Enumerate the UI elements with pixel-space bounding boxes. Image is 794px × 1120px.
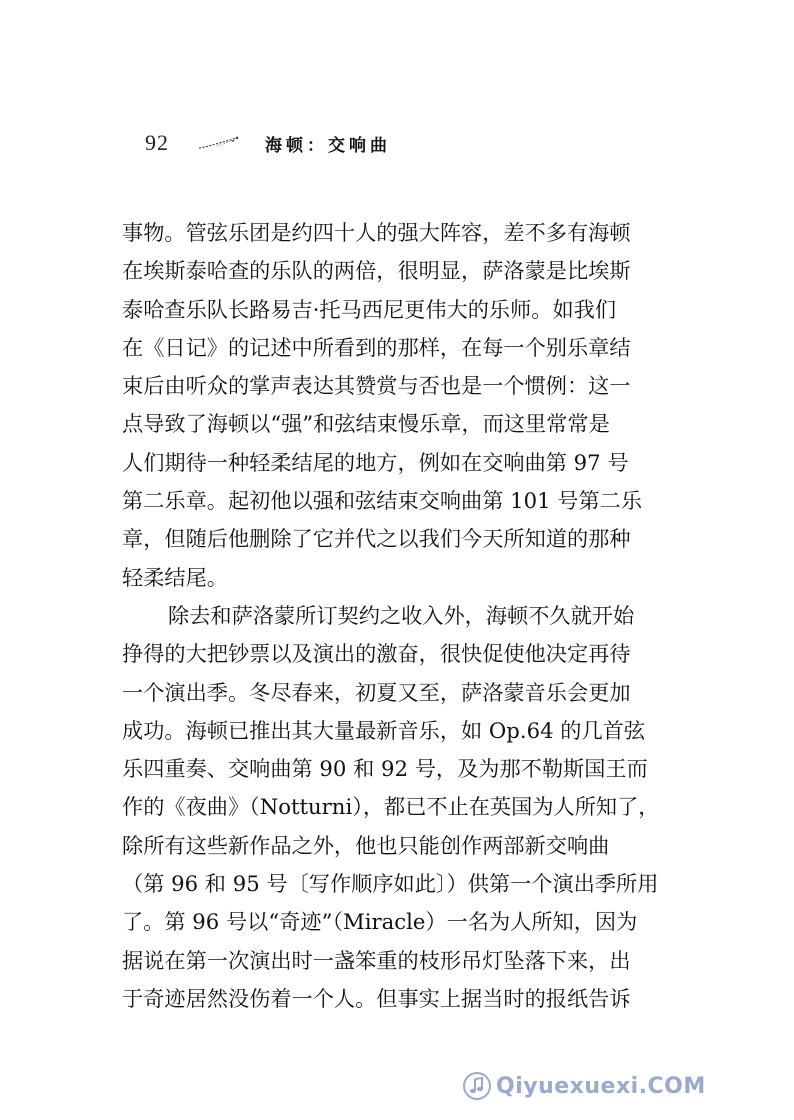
text-line: 泰哈查乐队长路易吉·托马西尼更伟大的乐师。如我们 — [122, 296, 617, 322]
body-text — [122, 214, 688, 1018]
text-line: 事物。管弦乐团是约四十人的强大阵容，差不多有海顿 — [122, 220, 631, 245]
music-note-logo-icon — [462, 1071, 492, 1101]
text-line: 挣得的大把钞票以及演出的激奋，很快促使他决定再待 — [122, 641, 631, 667]
text-line: 人们期待一种轻柔结尾的地方，例如在交响曲第 97 号 — [122, 449, 629, 475]
text-line: 在《日记》的记述中所看到的那样，在每一个别乐章结 — [122, 334, 631, 360]
text-line: 章，但随后他删除了它并代之以我们今天所知道的那种 — [122, 526, 631, 552]
text-line: 成功。海顿已推出其大量最新音乐，如 Op.64 的几首弦 — [122, 717, 646, 743]
page-header — [145, 128, 391, 158]
page-number: 92 — [145, 130, 169, 155]
text-line: 束后由听众的掌声表达其赞赏与否也是一个惯例：这一 — [122, 373, 631, 399]
text-line: 一个演出季。冬尽春来，初夏又至，萨洛蒙音乐会更加 — [122, 679, 631, 705]
running-title: 海顿：交响曲 — [265, 135, 391, 156]
flourish-ornament-icon — [197, 135, 241, 151]
text-line: 第二乐章。起初他以强和弦结束交响曲第 101 号第二乐 — [122, 488, 643, 514]
text-line: 除所有这些新作品之外，他也只能创作两部新交响曲 — [122, 832, 610, 858]
site-watermark — [462, 1070, 706, 1102]
watermark-text: Qiyuexuexi.COM — [496, 1073, 706, 1099]
paragraph-first-line: 除去和萨洛蒙所订契约之收入外，海顿不久就开始 — [168, 602, 635, 628]
text-line: 了。第 96 号以“奇迹”（Miracle）一名为人所知，因为 — [122, 909, 638, 935]
text-line: 于奇迹居然没伤着一个人。但事实上据当时的报纸告诉 — [122, 985, 631, 1011]
text-line: （第 96 和 95 号〔写作顺序如此〕）供第一个演出季所用 — [122, 871, 659, 897]
text-line: 轻柔结尾。 — [122, 564, 228, 590]
text-line: 作的《夜曲》（Notturni），都已不止在英国为人所知了， — [122, 794, 660, 820]
text-line: 点导致了海顿以“强”和弦结束慢乐章，而这里常常是 — [122, 411, 610, 437]
text-line: 在埃斯泰哈查的乐队的两倍，很明显，萨洛蒙是比埃斯 — [122, 258, 631, 284]
text-line: 据说在第一次演出时一盏笨重的枝形吊灯坠落下来，出 — [122, 947, 631, 973]
text-line: 乐四重奏、交响曲第 90 和 92 号，及为那不勒斯国王而 — [122, 756, 648, 782]
